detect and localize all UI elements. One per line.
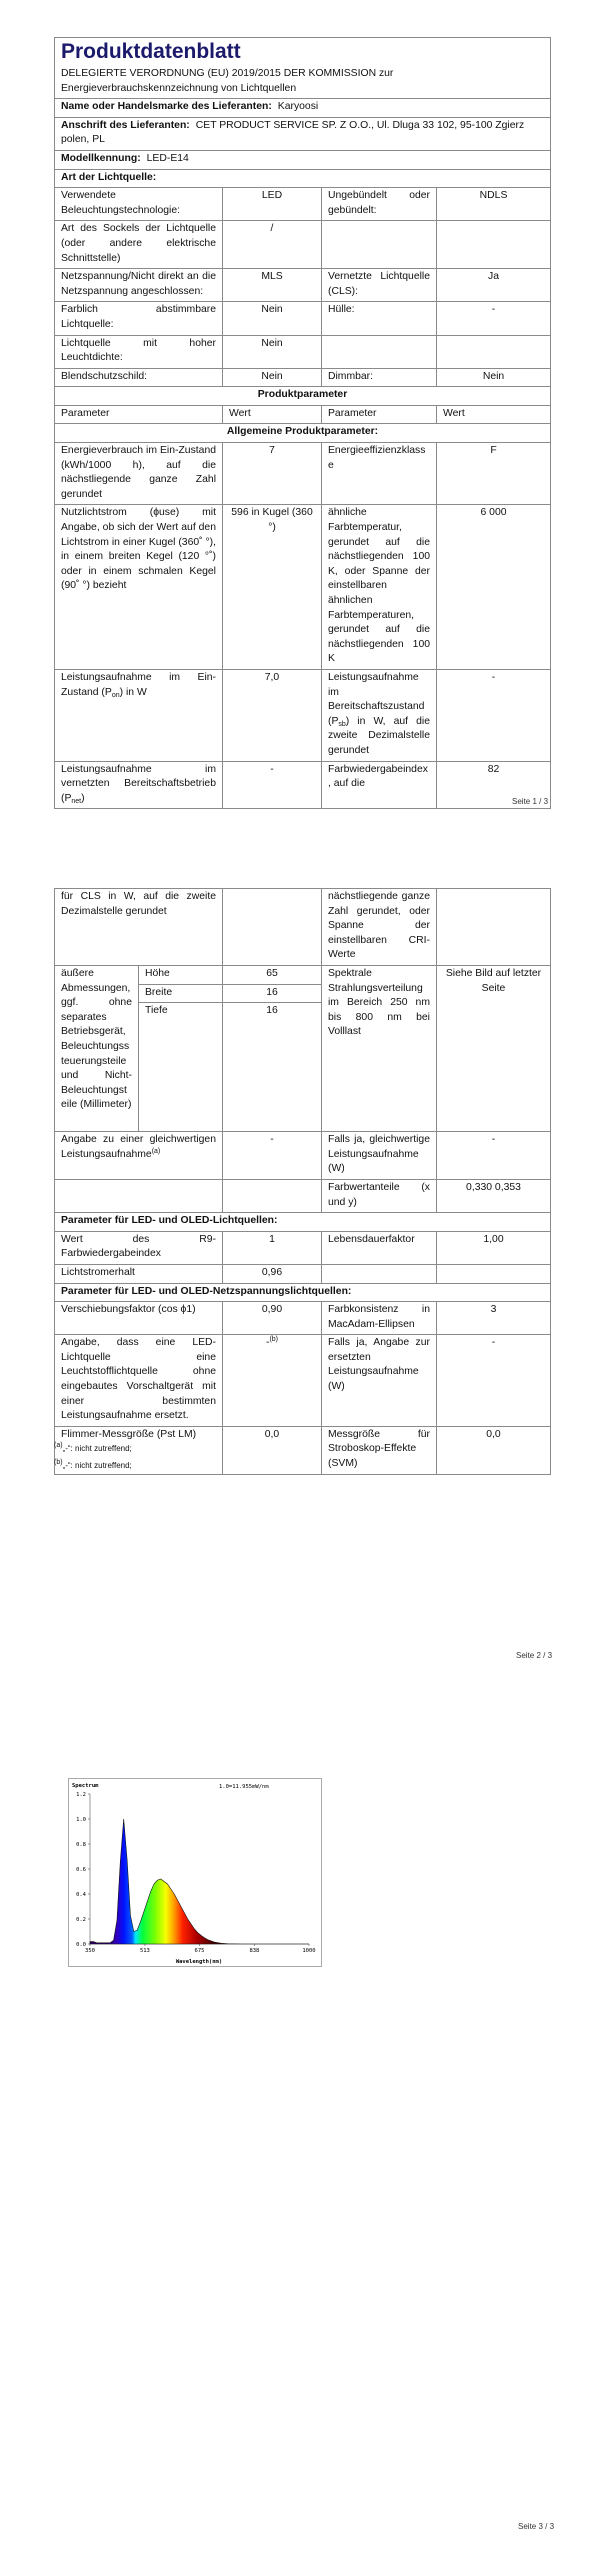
column-header: Wert — [437, 405, 551, 424]
parameter-label: Energieverbrauch im Ein-Zustand (kWh/1000 h), auf die nächstliegende ganze Zahl gerundet — [55, 443, 223, 505]
column-header: Wert — [223, 405, 322, 424]
x-tick-label: 838 — [249, 1948, 260, 1954]
dimension-value: 65 — [223, 965, 322, 984]
page-2-footer: Seite 2 / 3 — [516, 1651, 553, 1660]
parameter-value: 7,0 — [223, 669, 322, 761]
table-row — [55, 221, 551, 269]
parameter-value: LED — [223, 188, 322, 221]
parameter-value: 6 000 — [437, 505, 551, 670]
parameter-value: - — [437, 1335, 551, 1427]
section-heading: Produktparameter — [55, 387, 551, 406]
cell-text-part: Leistungsaufnahme im vernetzten Bereitschaftsbetrieb (P — [61, 763, 216, 804]
parameter-label: für CLS in W, auf die zweite Dezimalstelle gerundet — [55, 889, 223, 966]
table-row — [55, 335, 551, 368]
table-row — [55, 505, 551, 670]
page-1 — [54, 37, 550, 809]
parameter-label — [55, 669, 223, 761]
table-row — [55, 1231, 551, 1264]
parameter-value: Nein — [223, 368, 322, 387]
parameter-label — [322, 1264, 437, 1283]
supplier-address-label: Anschrift des Lieferanten: — [61, 119, 190, 131]
section-heading: Parameter für LED- und OLED-Lichtquellen: — [55, 1213, 551, 1232]
parameter-label: Dimmbar: — [322, 368, 437, 387]
footnote-a-text: „-“: nicht zutreffend; — [62, 1444, 132, 1453]
parameter-value: Siehe Bild auf letzter Seite — [437, 965, 551, 1131]
parameter-label: Art des Sockels der Lichtquelle (oder andere elektrische Schnittstelle) — [55, 221, 223, 269]
parameter-label: Farbwiedergabeindex, auf die — [322, 761, 437, 809]
section-heading-row — [55, 1213, 551, 1232]
model-row — [55, 150, 551, 169]
table-row — [55, 368, 551, 387]
parameter-label: Angabe, dass eine LED-Lichtquelle eine Leuchtstofflichtquelle ohne eingebautes Vorschaltgerät mit einer bestimmten Leistungsaufnahme ersetzt. — [55, 1335, 223, 1427]
parameter-label: Lichtquelle mit hoher Leuchtdichte: — [55, 335, 223, 368]
section-heading: Allgemeine Produktparameter: — [55, 424, 551, 443]
cell-text-part: (b) — [269, 1336, 279, 1344]
parameter-value: Nein — [223, 302, 322, 335]
section-heading-row — [55, 424, 551, 443]
spectrum-chart-svg — [69, 1779, 321, 1966]
parameter-value — [223, 1335, 322, 1427]
dimension-name: Breite — [139, 984, 223, 1003]
chart-annotation: 1.0=11.955mW/nm — [219, 1784, 269, 1790]
parameter-value — [223, 889, 322, 966]
parameter-value: - — [437, 1132, 551, 1180]
page-1-footer: Seite 1 / 3 — [512, 797, 549, 806]
supplier-name-label: Name oder Handelsmarke des Lieferanten: — [61, 101, 272, 113]
parameter-label: ähnliche Farbtemperatur, gerundet auf die nächstliegenden 100 K, oder Spanne der einstellbaren ähnlichen Farbtemperaturen, gerundet auf die nächstliegenden 100 K — [322, 505, 437, 670]
spectrum-area — [90, 1819, 309, 1944]
table-row — [55, 188, 551, 221]
x-tick-label: 675 — [194, 1948, 205, 1954]
cell-text-part: Angabe zu einer gleichwertigen Leistungsaufnahme — [61, 1134, 216, 1160]
parameter-value: F — [437, 443, 551, 505]
parameter-label: Vernetzte Lichtquelle (CLS): — [322, 269, 437, 302]
table-row — [55, 1335, 551, 1427]
light-source-type-heading: Art der Lichtquelle: — [55, 169, 551, 188]
parameter-value: Nein — [223, 335, 322, 368]
parameter-label: Flimmer-Messgröße (Pst LM) — [55, 1426, 223, 1474]
parameter-label: nächstliegende ganze Zahl gerundet, oder Spanne der einstellbaren CRI-Werte — [322, 889, 437, 966]
y-tick-label: 0.8 — [76, 1842, 86, 1848]
parameter-value — [437, 1264, 551, 1283]
footnote-b — [54, 1461, 132, 1471]
parameter-label — [55, 761, 223, 809]
parameter-value: 0,330 0,353 — [437, 1179, 551, 1212]
table-row — [55, 889, 551, 966]
footnote-a — [54, 1444, 132, 1454]
parameter-label: Wert des R9-Farbwiedergabeindex — [55, 1231, 223, 1264]
parameter-label — [55, 1179, 223, 1212]
table-row — [55, 1132, 551, 1180]
section-heading-row — [55, 1283, 551, 1302]
model-cell — [55, 150, 551, 169]
chart-title: Spectrum — [72, 1783, 99, 1789]
parameter-value: 0,96 — [223, 1264, 322, 1283]
y-tick-label: 0.2 — [76, 1917, 86, 1923]
table-row — [55, 1264, 551, 1283]
parameter-value: 0,90 — [223, 1302, 322, 1335]
parameter-value — [437, 221, 551, 269]
parameter-label: Farbwertanteile (x und y) — [322, 1179, 437, 1212]
cell-text-part: (a) — [151, 1147, 161, 1155]
product-datasheet-table — [54, 37, 551, 809]
dimension-value: 16 — [223, 984, 322, 1003]
parameter-label — [322, 335, 437, 368]
cell-text-part: - — [265, 1337, 270, 1349]
parameter-value: 1,00 — [437, 1231, 551, 1264]
parameter-label: Falls ja, gleichwertige Leistungsaufnahme (W) — [322, 1132, 437, 1180]
parameter-value: MLS — [223, 269, 322, 302]
y-tick-label: 0.6 — [76, 1867, 86, 1873]
parameter-value: 3 — [437, 1302, 551, 1335]
cell-text-part: Leistungsaufnahme im Ein-Zustand (P — [61, 671, 216, 698]
supplier-address: CET PRODUCT SERVICE SP. Z O.O., Ul. Dluga 33 102, 95-100 Zgierz polen, PL — [61, 119, 525, 146]
parameter-label: Verschiebungsfaktor (cos ϕ1) — [55, 1302, 223, 1335]
footnote-a-mark: (a) — [54, 1442, 63, 1449]
column-header-row — [55, 405, 551, 424]
parameter-label: Energieeffizienzklasse — [322, 443, 437, 505]
title-cell — [55, 38, 551, 99]
table-row — [55, 669, 551, 761]
parameter-value: 82 — [437, 761, 551, 809]
parameter-label: Farbkonsistenz in MacAdam-Ellipsen — [322, 1302, 437, 1335]
title-row — [55, 38, 551, 99]
parameter-value: 596 in Kugel (360 °) — [223, 505, 322, 670]
dimension-row — [55, 965, 551, 984]
footnote-b-mark: (b) — [54, 1459, 63, 1466]
model-label: Modellkennung: — [61, 152, 141, 164]
parameter-label: Lebensdauerfaktor — [322, 1231, 437, 1264]
supplier-name-row — [55, 99, 551, 118]
parameter-label: Lichtstromerhalt — [55, 1264, 223, 1283]
parameter-value: - — [437, 669, 551, 761]
dimension-value: 16 — [223, 1003, 322, 1132]
parameter-label: Hülle: — [322, 302, 437, 335]
table-row — [55, 761, 551, 809]
dimension-name: Tiefe — [139, 1003, 223, 1132]
parameter-value — [223, 1179, 322, 1212]
supplier-address-cell — [55, 117, 551, 150]
y-tick-label: 0.0 — [76, 1942, 86, 1948]
product-parameters-table-continued — [54, 888, 551, 1475]
parameter-label: Farblich abstimmbare Lichtquelle: — [55, 302, 223, 335]
x-tick-label: 350 — [85, 1948, 95, 1954]
parameter-label: Nutzlichtstrom (ϕuse) mit Angabe, ob sich der Wert auf den Lichtstrom in einer Kugel (360˚ °), in einem breiten Kegel (120 °˚) oder in einem schmalen Kegel (90˚ °) bezieht — [55, 505, 223, 670]
table-row — [55, 1179, 551, 1212]
column-header: Parameter — [322, 405, 437, 424]
parameter-value: / — [223, 221, 322, 269]
y-tick-label: 1.0 — [76, 1817, 86, 1823]
cell-text-part: Leistungsaufnahme im Bereitschaftszustand (P — [328, 671, 425, 727]
page-2 — [54, 888, 550, 1475]
y-tick-label: 1.2 — [76, 1792, 86, 1798]
table-row — [55, 269, 551, 302]
parameter-value — [437, 889, 551, 966]
parameter-label: Netzspannung/Nicht direkt an die Netzspannung angeschlossen: — [55, 269, 223, 302]
parameter-label: Falls ja, Angabe zur ersetzten Leistungsaufnahme (W) — [322, 1335, 437, 1427]
parameter-value: 0,0 — [437, 1426, 551, 1474]
parameter-label: Blendschutzschild: — [55, 368, 223, 387]
footnote-b-text: „-“: nicht zutreffend; — [62, 1461, 132, 1470]
parameter-label — [55, 1132, 223, 1180]
parameter-value: NDLS — [437, 188, 551, 221]
x-tick-label: 513 — [139, 1948, 150, 1954]
parameter-value: - — [223, 761, 322, 809]
spectrum-chart — [68, 1778, 322, 1967]
parameter-value — [437, 335, 551, 368]
parameter-label: Ungebündelt oder gebündelt: — [322, 188, 437, 221]
parameter-value: - — [437, 302, 551, 335]
cell-text-part: ) in W, auf die zweite Dezimalstelle gerundet — [328, 715, 430, 756]
cell-text-part: on — [111, 691, 120, 699]
parameter-label — [322, 669, 437, 761]
dimensions-label: äußere Abmessungen, ggf. ohne separates Betriebsgerät, Beleuchtungssteuerungsteile und Nicht-Beleuchtungsteile (Millimeter) — [55, 965, 139, 1131]
supplier-name-cell — [55, 99, 551, 118]
parameter-value: 0,0 — [223, 1426, 322, 1474]
cell-text-part: ) in W — [119, 686, 147, 698]
model-id: LED-E14 — [146, 152, 189, 164]
regulation-text: DELEGIERTE VERORDNUNG (EU) 2019/2015 DER KOMMISSION zur Energieverbrauchskennzeichnung von Lichtquellen — [61, 68, 394, 94]
parameter-value: Nein — [437, 368, 551, 387]
cell-text-part: ) — [81, 792, 85, 804]
parameter-label: Messgröße für Stroboskop-Effekte (SVM) — [322, 1426, 437, 1474]
table-row — [55, 1302, 551, 1335]
parameter-label: Spektrale Strahlungsverteilung im Bereich 250 nm bis 800 nm bei Volllast — [322, 965, 437, 1131]
column-header: Parameter — [55, 405, 223, 424]
cell-text-part: sb — [338, 720, 346, 728]
parameter-label: Verwendete Beleuchtungstechnologie: — [55, 188, 223, 221]
cell-text-part: net — [71, 797, 82, 805]
section-heading: Parameter für LED- und OLED-Netzspannungslichtquellen: — [55, 1283, 551, 1302]
light-source-type-row — [55, 169, 551, 188]
section-heading-row — [55, 387, 551, 406]
parameter-value: 7 — [223, 443, 322, 505]
x-axis-label: Wavelength(nm) — [175, 1959, 223, 1965]
parameter-value: 1 — [223, 1231, 322, 1264]
table-row — [55, 443, 551, 505]
dimension-name: Höhe — [139, 965, 223, 984]
page-title: Produktdatenblatt — [61, 40, 241, 63]
y-tick-label: 0.4 — [76, 1892, 86, 1898]
parameter-value: Ja — [437, 269, 551, 302]
parameter-label — [322, 221, 437, 269]
page-3-footer: Seite 3 / 3 — [518, 2522, 555, 2531]
table-row — [55, 302, 551, 335]
supplier-name: Karyoosi — [277, 101, 319, 113]
supplier-address-row — [55, 117, 551, 150]
parameter-value: - — [223, 1132, 322, 1180]
x-tick-label: 1000 — [302, 1948, 316, 1954]
